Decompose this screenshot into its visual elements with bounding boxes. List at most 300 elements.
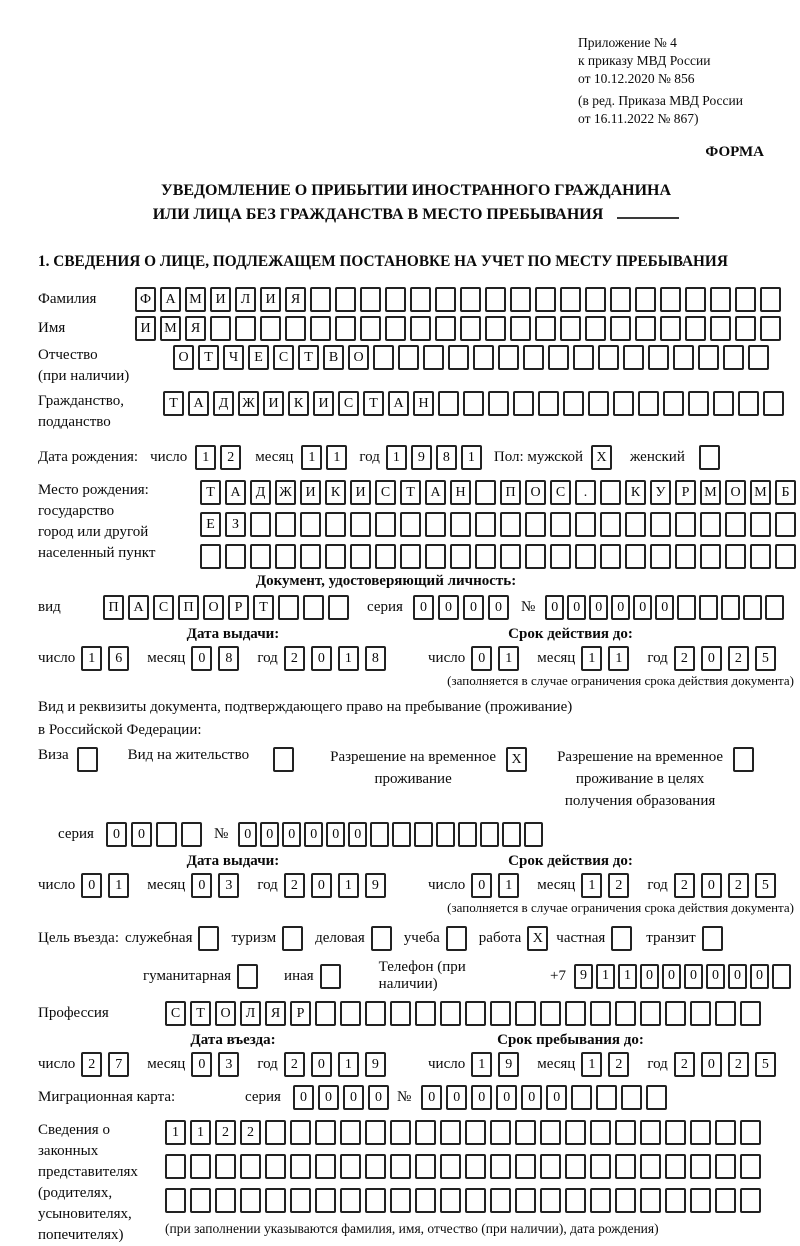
char-cell[interactable] [596,1085,617,1110]
char-cell[interactable] [436,822,455,847]
char-cell[interactable]: 0 [446,1085,467,1110]
char-cell[interactable] [635,316,656,341]
char-cell[interactable] [615,1001,636,1026]
char-cell[interactable] [265,1154,286,1179]
char-cell[interactable] [415,1120,436,1145]
char-cell[interactable] [510,287,531,312]
char-cell[interactable] [660,287,681,312]
char-cell[interactable]: М [185,287,206,312]
char-cell[interactable] [550,512,571,537]
char-cell[interactable] [515,1120,536,1145]
char-cell[interactable] [600,544,621,569]
char-cell[interactable]: X [506,747,527,772]
edu-permit-checkbox[interactable] [733,747,758,772]
char-cell[interactable]: 2 [81,1052,102,1077]
identity-issue-day-cells[interactable] [81,646,135,671]
purpose-business-checkbox[interactable] [198,926,223,951]
char-cell[interactable]: 9 [411,445,432,470]
char-cell[interactable]: 9 [498,1052,519,1077]
char-cell[interactable]: Т [253,595,274,620]
char-cell[interactable] [440,1120,461,1145]
char-cell[interactable] [440,1154,461,1179]
char-cell[interactable] [760,287,781,312]
char-cell[interactable] [590,1001,611,1026]
char-cell[interactable]: Ф [135,287,156,312]
char-cell[interactable] [677,595,696,620]
purpose-humanitarian-checkbox[interactable] [237,964,262,989]
char-cell[interactable] [699,595,718,620]
char-cell[interactable]: 0 [326,822,345,847]
char-cell[interactable] [465,1188,486,1213]
char-cell[interactable] [410,316,431,341]
char-cell[interactable] [463,391,484,416]
residence-valid-month-cells[interactable] [581,873,635,898]
char-cell[interactable] [585,287,606,312]
char-cell[interactable] [490,1154,511,1179]
char-cell[interactable] [690,1001,711,1026]
char-cell[interactable] [315,1188,336,1213]
char-cell[interactable]: С [550,480,571,505]
char-cell[interactable]: С [338,391,359,416]
char-cell[interactable]: 0 [191,646,212,671]
char-cell[interactable] [278,595,299,620]
char-cell[interactable] [665,1001,686,1026]
char-cell[interactable]: Р [290,1001,311,1026]
char-cell[interactable]: X [527,926,548,951]
char-cell[interactable]: Б [775,480,796,505]
char-cell[interactable]: 2 [674,646,695,671]
char-cell[interactable] [465,1001,486,1026]
char-cell[interactable]: 1 [190,1120,211,1145]
char-cell[interactable]: С [273,345,294,370]
char-cell[interactable]: 0 [282,822,301,847]
char-cell[interactable] [590,1120,611,1145]
female-checkbox[interactable] [699,445,724,470]
char-cell[interactable] [373,345,394,370]
char-cell[interactable] [315,1120,336,1145]
char-cell[interactable] [550,544,571,569]
char-cell[interactable] [725,544,746,569]
char-cell[interactable] [425,544,446,569]
char-cell[interactable]: 9 [365,1052,386,1077]
char-cell[interactable]: Н [450,480,471,505]
char-cell[interactable] [772,964,791,989]
char-cell[interactable] [638,391,659,416]
char-cell[interactable] [685,287,706,312]
char-cell[interactable] [575,544,596,569]
char-cell[interactable] [660,316,681,341]
temp-permit-checkbox[interactable] [506,747,531,772]
char-cell[interactable]: А [188,391,209,416]
char-cell[interactable] [685,316,706,341]
char-cell[interactable] [370,822,389,847]
residence-valid-day-cells[interactable] [471,873,525,898]
char-cell[interactable] [325,544,346,569]
char-cell[interactable] [523,345,544,370]
char-cell[interactable] [675,544,696,569]
char-cell[interactable] [688,391,709,416]
char-cell[interactable] [548,345,569,370]
char-cell[interactable]: 0 [488,595,509,620]
birth-place-row3-cells[interactable] [200,544,800,569]
char-cell[interactable] [77,747,98,772]
char-cell[interactable]: 0 [521,1085,542,1110]
char-cell[interactable] [663,391,684,416]
char-cell[interactable] [675,512,696,537]
char-cell[interactable] [480,822,499,847]
char-cell[interactable] [498,345,519,370]
char-cell[interactable]: Р [675,480,696,505]
char-cell[interactable] [763,391,784,416]
char-cell[interactable] [365,1001,386,1026]
char-cell[interactable]: М [750,480,771,505]
char-cell[interactable] [502,822,521,847]
char-cell[interactable]: 0 [471,646,492,671]
char-cell[interactable] [750,544,771,569]
char-cell[interactable]: 0 [131,822,152,847]
char-cell[interactable] [385,287,406,312]
char-cell[interactable] [375,512,396,537]
char-cell[interactable]: П [103,595,124,620]
char-cell[interactable]: 1 [498,873,519,898]
char-cell[interactable] [600,480,621,505]
char-cell[interactable] [365,1188,386,1213]
char-cell[interactable]: 0 [471,1085,492,1110]
char-cell[interactable] [365,1154,386,1179]
char-cell[interactable]: К [325,480,346,505]
char-cell[interactable]: 0 [348,822,367,847]
doc-series-cells[interactable] [413,595,513,620]
char-cell[interactable]: 2 [220,445,241,470]
char-cell[interactable]: 5 [755,873,776,898]
char-cell[interactable] [700,544,721,569]
char-cell[interactable]: 0 [633,595,652,620]
residence-valid-year-cells[interactable] [674,873,782,898]
residence-issue-month-cells[interactable] [191,873,245,898]
char-cell[interactable]: 1 [386,445,407,470]
purpose-tourism-checkbox[interactable] [282,926,307,951]
char-cell[interactable]: 1 [165,1120,186,1145]
char-cell[interactable] [490,1120,511,1145]
char-cell[interactable] [713,391,734,416]
char-cell[interactable] [385,316,406,341]
char-cell[interactable] [390,1120,411,1145]
char-cell[interactable]: О [725,480,746,505]
char-cell[interactable]: И [263,391,284,416]
birth-day-cells[interactable] [195,445,245,470]
purpose-other-checkbox[interactable] [320,964,345,989]
char-cell[interactable]: 0 [311,646,332,671]
char-cell[interactable]: И [350,480,371,505]
identity-valid-month-cells[interactable] [581,646,635,671]
char-cell[interactable] [648,345,669,370]
char-cell[interactable] [400,544,421,569]
char-cell[interactable] [710,287,731,312]
purpose-commercial-checkbox[interactable] [371,926,396,951]
char-cell[interactable] [565,1120,586,1145]
char-cell[interactable] [743,595,762,620]
birth-place-row2-cells[interactable] [200,512,800,537]
char-cell[interactable] [650,544,671,569]
char-cell[interactable]: 1 [301,445,322,470]
char-cell[interactable]: 0 [191,1052,212,1077]
char-cell[interactable] [715,1154,736,1179]
char-cell[interactable] [573,345,594,370]
char-cell[interactable]: Д [213,391,234,416]
char-cell[interactable] [200,544,221,569]
char-cell[interactable] [690,1120,711,1145]
char-cell[interactable] [515,1154,536,1179]
char-cell[interactable] [315,1154,336,1179]
char-cell[interactable] [613,391,634,416]
char-cell[interactable] [588,391,609,416]
visa-checkbox[interactable] [77,747,102,772]
char-cell[interactable] [715,1120,736,1145]
char-cell[interactable] [715,1188,736,1213]
residence-issue-day-cells[interactable] [81,873,135,898]
char-cell[interactable] [535,316,556,341]
char-cell[interactable]: 1 [338,646,359,671]
male-checkbox[interactable] [591,445,616,470]
residence-series-cells[interactable] [106,822,206,847]
char-cell[interactable] [250,544,271,569]
purpose-private-checkbox[interactable] [611,926,636,951]
char-cell[interactable]: 1 [581,646,602,671]
char-cell[interactable] [665,1154,686,1179]
stay-year-cells[interactable] [674,1052,782,1077]
char-cell[interactable]: Ж [238,391,259,416]
char-cell[interactable] [365,1120,386,1145]
char-cell[interactable] [775,544,796,569]
char-cell[interactable] [525,512,546,537]
char-cell[interactable]: 0 [463,595,484,620]
char-cell[interactable] [290,1120,311,1145]
char-cell[interactable]: О [173,345,194,370]
doc-number-cells[interactable] [545,595,787,620]
char-cell[interactable] [435,287,456,312]
char-cell[interactable] [350,512,371,537]
char-cell[interactable] [585,316,606,341]
char-cell[interactable]: 2 [608,1052,629,1077]
char-cell[interactable] [265,1188,286,1213]
char-cell[interactable] [611,926,632,951]
char-cell[interactable]: 0 [728,964,747,989]
char-cell[interactable]: С [165,1001,186,1026]
char-cell[interactable] [250,512,271,537]
char-cell[interactable] [673,345,694,370]
char-cell[interactable]: А [425,480,446,505]
char-cell[interactable] [775,512,796,537]
char-cell[interactable] [458,822,477,847]
char-cell[interactable] [460,287,481,312]
char-cell[interactable]: Т [190,1001,211,1026]
char-cell[interactable] [540,1154,561,1179]
char-cell[interactable] [390,1154,411,1179]
char-cell[interactable] [340,1120,361,1145]
identity-valid-year-cells[interactable] [674,646,782,671]
char-cell[interactable] [610,287,631,312]
doc-kind-cells[interactable] [103,595,353,620]
char-cell[interactable] [460,316,481,341]
char-cell[interactable]: И [135,316,156,341]
char-cell[interactable] [340,1188,361,1213]
char-cell[interactable] [448,345,469,370]
char-cell[interactable]: 2 [728,873,749,898]
char-cell[interactable] [490,1188,511,1213]
char-cell[interactable] [390,1188,411,1213]
char-cell[interactable] [538,391,559,416]
char-cell[interactable]: М [700,480,721,505]
char-cell[interactable] [650,512,671,537]
identity-issue-month-cells[interactable] [191,646,245,671]
char-cell[interactable] [423,345,444,370]
char-cell[interactable] [625,544,646,569]
char-cell[interactable] [540,1120,561,1145]
char-cell[interactable] [735,287,756,312]
char-cell[interactable]: 2 [608,873,629,898]
char-cell[interactable] [390,1001,411,1026]
char-cell[interactable] [560,316,581,341]
char-cell[interactable] [488,391,509,416]
char-cell[interactable]: 2 [674,1052,695,1077]
char-cell[interactable]: Ч [223,345,244,370]
char-cell[interactable] [435,316,456,341]
char-cell[interactable] [565,1001,586,1026]
surname-cells[interactable] [135,287,785,312]
birth-year-cells[interactable] [386,445,486,470]
char-cell[interactable]: П [178,595,199,620]
residence-permit-checkbox[interactable] [273,747,298,772]
char-cell[interactable] [560,287,581,312]
char-cell[interactable]: 0 [662,964,681,989]
char-cell[interactable] [237,964,258,989]
char-cell[interactable] [190,1188,211,1213]
char-cell[interactable] [721,595,740,620]
char-cell[interactable]: 0 [545,595,564,620]
char-cell[interactable]: 0 [611,595,630,620]
char-cell[interactable] [282,926,303,951]
char-cell[interactable] [335,287,356,312]
char-cell[interactable] [500,512,521,537]
char-cell[interactable] [665,1188,686,1213]
char-cell[interactable] [699,445,720,470]
residence-number-cells[interactable] [238,822,546,847]
char-cell[interactable]: Д [250,480,271,505]
char-cell[interactable] [565,1154,586,1179]
char-cell[interactable]: 1 [326,445,347,470]
char-cell[interactable] [273,747,294,772]
char-cell[interactable] [740,1120,761,1145]
char-cell[interactable]: А [160,287,181,312]
char-cell[interactable]: 2 [728,646,749,671]
char-cell[interactable]: 0 [293,1085,314,1110]
char-cell[interactable]: Т [298,345,319,370]
char-cell[interactable]: И [300,480,321,505]
char-cell[interactable] [438,391,459,416]
char-cell[interactable]: А [225,480,246,505]
char-cell[interactable] [715,1001,736,1026]
char-cell[interactable] [690,1154,711,1179]
char-cell[interactable] [615,1188,636,1213]
char-cell[interactable]: 0 [701,646,722,671]
char-cell[interactable]: Л [240,1001,261,1026]
char-cell[interactable]: 1 [338,873,359,898]
char-cell[interactable] [290,1188,311,1213]
char-cell[interactable] [723,345,744,370]
char-cell[interactable]: 9 [574,964,593,989]
char-cell[interactable]: 0 [368,1085,389,1110]
char-cell[interactable]: 1 [618,964,637,989]
char-cell[interactable]: 0 [701,873,722,898]
char-cell[interactable]: 0 [640,964,659,989]
char-cell[interactable] [540,1001,561,1026]
char-cell[interactable] [465,1154,486,1179]
char-cell[interactable]: З [225,512,246,537]
char-cell[interactable]: М [160,316,181,341]
char-cell[interactable] [340,1001,361,1026]
char-cell[interactable] [446,926,467,951]
char-cell[interactable]: 0 [471,873,492,898]
char-cell[interactable] [540,1188,561,1213]
char-cell[interactable] [450,512,471,537]
char-cell[interactable]: 0 [655,595,674,620]
char-cell[interactable]: 2 [240,1120,261,1145]
char-cell[interactable]: 0 [304,822,323,847]
char-cell[interactable] [646,1085,667,1110]
birth-month-cells[interactable] [301,445,351,470]
profession-cells[interactable] [165,1001,765,1026]
char-cell[interactable]: И [313,391,334,416]
char-cell[interactable] [640,1120,661,1145]
char-cell[interactable]: Т [200,480,221,505]
char-cell[interactable] [198,926,219,951]
char-cell[interactable] [563,391,584,416]
char-cell[interactable] [215,1188,236,1213]
char-cell[interactable]: 2 [215,1120,236,1145]
char-cell[interactable] [475,480,496,505]
char-cell[interactable] [440,1188,461,1213]
char-cell[interactable] [725,512,746,537]
char-cell[interactable] [415,1188,436,1213]
char-cell[interactable] [375,544,396,569]
char-cell[interactable]: О [203,595,224,620]
char-cell[interactable] [590,1154,611,1179]
char-cell[interactable]: 2 [728,1052,749,1077]
phone-cells[interactable] [574,964,794,989]
char-cell[interactable]: 1 [195,445,216,470]
char-cell[interactable]: 1 [498,646,519,671]
char-cell[interactable] [240,1188,261,1213]
char-cell[interactable]: 1 [596,964,615,989]
char-cell[interactable] [640,1001,661,1026]
char-cell[interactable] [740,1001,761,1026]
char-cell[interactable]: Е [200,512,221,537]
char-cell[interactable] [490,1001,511,1026]
char-cell[interactable]: Т [198,345,219,370]
char-cell[interactable]: К [288,391,309,416]
char-cell[interactable] [275,512,296,537]
char-cell[interactable]: 1 [81,646,102,671]
char-cell[interactable] [371,926,392,951]
char-cell[interactable]: И [260,287,281,312]
char-cell[interactable]: 0 [684,964,703,989]
representatives-row2-cells[interactable] [165,1154,765,1179]
char-cell[interactable]: 5 [755,1052,776,1077]
char-cell[interactable] [235,316,256,341]
migration-series-cells[interactable] [293,1085,393,1110]
migration-number-cells[interactable] [421,1085,671,1110]
char-cell[interactable]: 0 [318,1085,339,1110]
